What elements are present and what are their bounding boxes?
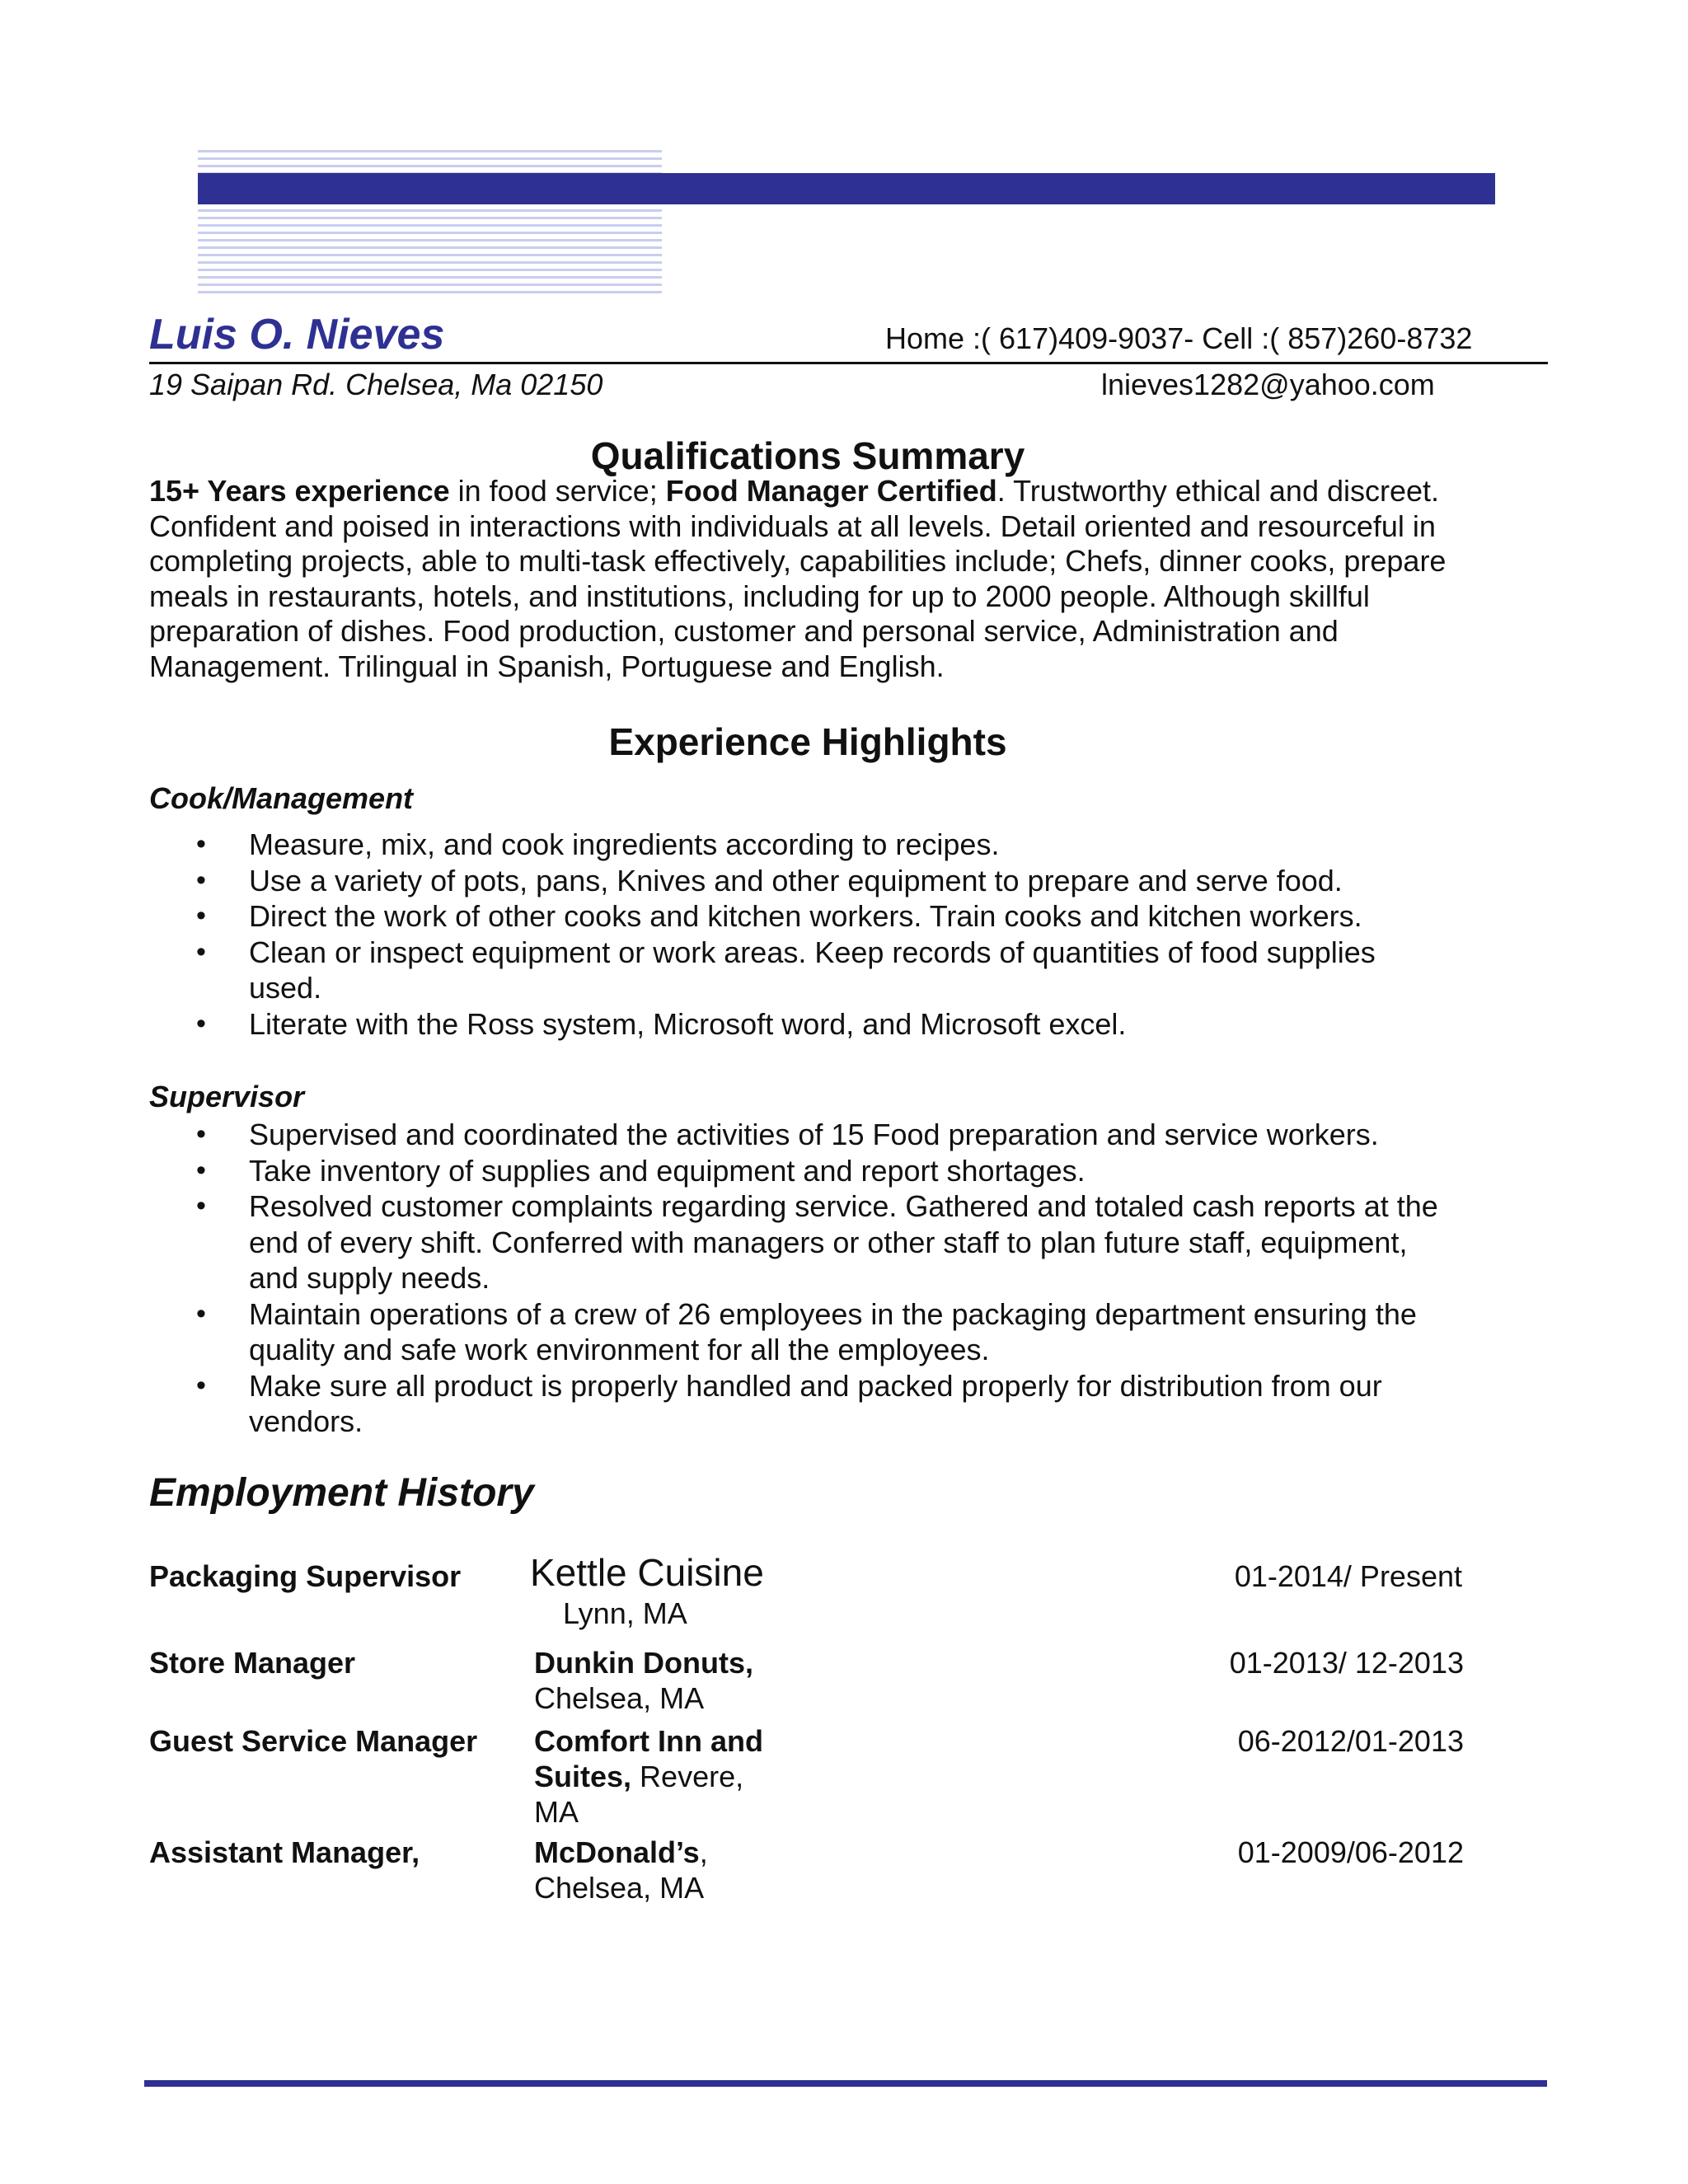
job-location: Chelsea, MA [534, 1681, 705, 1715]
list-item: • Measure, mix, and cook ingredients according to recipes. [196, 827, 1000, 861]
list-item: • Maintain operations of a crew of 26 employees in the packaging department ensuring the quality and safe work environment for all the employees. [196, 1296, 1417, 1366]
job-company: Comfort Inn and Suites, [534, 1724, 763, 1793]
job-company-block [534, 1645, 806, 1716]
bullet-icon: • [196, 1297, 206, 1329]
header-stripes-decoration [198, 150, 662, 297]
bullet-icon: • [196, 864, 206, 896]
job-dates: 01-2009/06-2012 [1237, 1835, 1464, 1869]
list-item: • Literate with the Ross system, Microsoft word, and Microsoft excel. [196, 1006, 1127, 1041]
bullet-icon: • [196, 935, 206, 968]
header-accent-bar [198, 173, 1495, 204]
bullet-icon: • [196, 1154, 206, 1186]
list-item: • Use a variety of pots, pans, Knives and other equipment to prepare and serve food. [196, 863, 1343, 898]
job-dates: 01-2014/ Present [1234, 1559, 1462, 1593]
list-item: • Take inventory of supplies and equipment and report shortages. [196, 1153, 1085, 1188]
bullet-icon: • [196, 828, 206, 860]
cook-management-list [0, 827, 1451, 1042]
job-location: Lynn, MA [563, 1596, 687, 1630]
job-dates: 06-2012/01-2013 [1237, 1724, 1464, 1758]
qualifications-paragraph [149, 474, 1476, 684]
job-location: Revere, MA [534, 1760, 744, 1829]
certification: Food Manager Certified [665, 474, 997, 508]
job-company-block [534, 1723, 781, 1830]
job-position: Guest Service Manager [149, 1724, 478, 1758]
email-address: lnieves1282@yahoo.com [1101, 368, 1435, 401]
qualifications-text-1: in food service; [449, 474, 666, 508]
list-item: • Resolved customer complaints regarding service. Gathered and totaled cash reports at the end of every shift. Conferred with managers or other staff to plan future staff, equipment, and supply needs. [196, 1189, 1438, 1295]
list-item: • Direct the work of other cooks and kitchen workers. Train cooks and kitchen workers. [196, 899, 1362, 933]
job-dates: 01-2013/ 12-2013 [1229, 1646, 1464, 1680]
list-item: • Make sure all product is properly handled and packed properly for distribution from our vendors. [196, 1368, 1382, 1438]
list-item: • Clean or inspect equipment or work areas. Keep records of quantities of food supplies used. [196, 935, 1376, 1005]
job-company: McDonald’s [534, 1835, 700, 1869]
job-company-block: McDonald’s, Chelsea, MA [534, 1835, 708, 1905]
experience-title: Experience Highlights [608, 720, 1007, 763]
footer-accent-bar [144, 2080, 1547, 2087]
bullet-icon: • [196, 900, 206, 931]
job-company: Dunkin Donuts, [534, 1646, 753, 1680]
qualifications-text-2: . Trustworthy ethical and discreet. Confident and poised in interactions with individuals at all levels. Detail oriented and resourceful in completing projects, able to multi-task effectively, capabilities include; Chefs, dinner cooks, prepare meals in restaurants, hotels, and institutions, including for up to 2000 people. Although skillful preparation of dishes. Food production, customer and personal service, Administration and Management. Trilingual in Spanish, Portuguese and English. [149, 474, 1447, 683]
job-position: Packaging Supervisor [149, 1559, 462, 1593]
qualifications-title: Qualifications Summary [590, 434, 1025, 477]
supervisor-list [0, 1117, 1451, 1440]
job-company: Kettle Cuisine [530, 1551, 764, 1594]
candidate-name: Luis O. Nieves [149, 311, 445, 359]
bullet-icon: • [196, 1369, 206, 1401]
bullet-icon: • [196, 1190, 206, 1221]
employment-title: Employment History [149, 1471, 534, 1515]
job-location: Chelsea, MA [534, 1871, 705, 1905]
subhead-supervisor: Supervisor [149, 1080, 305, 1113]
address: 19 Saipan Rd. Chelsea, Ma 02150 [149, 368, 603, 401]
subhead-cook-management: Cook/Management [149, 781, 414, 815]
phone-numbers: Home :( 617)409-9037- Cell :( 857)260-8732 [885, 321, 1473, 355]
job-position: Store Manager [149, 1646, 356, 1680]
bullet-icon: • [196, 1118, 206, 1150]
years-experience: 15+ Years experience [149, 474, 450, 508]
job-position: Assistant Manager, [149, 1835, 420, 1869]
bullet-icon: • [196, 1007, 206, 1039]
list-item: • Supervised and coordinated the activities of 15 Food preparation and service workers. [196, 1118, 1379, 1151]
